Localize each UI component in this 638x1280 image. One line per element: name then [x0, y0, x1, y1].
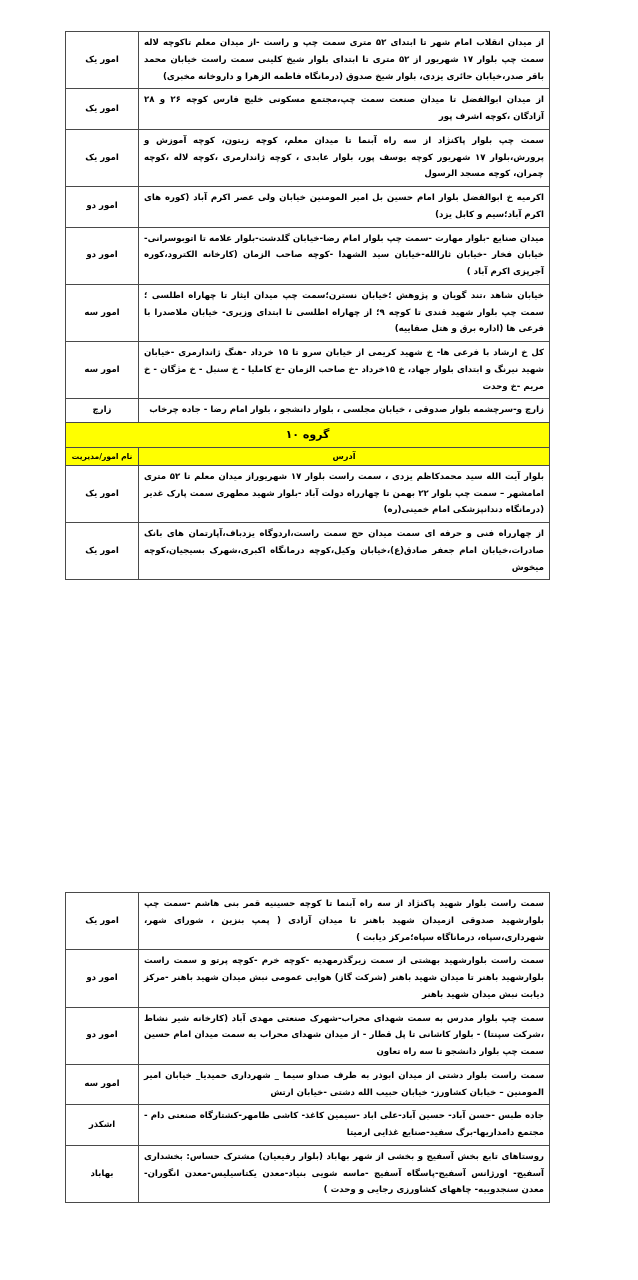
cell-address: سمت چپ بلوار پاکنژاد از سه راه آبنما تا میدان معلم، کوچه زیتون، کوچه آموزش و پرورش،بلوار ۱۷ شهریور کوچه یوسف پور، بلوار عابدی ، کوچه ژاندارمری ،کوچه لاله ،کوچه چمران، کوچه مسجد الرسول	[139, 129, 550, 186]
table-row	[66, 1064, 550, 1105]
table-row	[66, 342, 550, 399]
cell-unit-name: امور یک	[66, 89, 139, 130]
cell-address: زارچ و-سرچشمه بلوار صدوقی ، خیابان مجلسی ، بلوار دانشجو ، بلوار امام رضا - جاده چرخاب	[139, 399, 550, 423]
cell-address: اکرمیه خ ابوالفضل بلوار امام حسین بل امیر المومنین خیابان ولی عصر اکرم آباد (کوره های اکرم آباد؛سیم و کابل یزد)	[139, 187, 550, 228]
table-row	[66, 399, 550, 423]
cell-unit-name: امور سه	[66, 342, 139, 399]
address-table-lower	[65, 892, 550, 1203]
table-row	[66, 893, 550, 950]
cell-unit-name: امور یک	[66, 523, 139, 580]
table-row	[66, 187, 550, 228]
cell-address: میدان صنایع -بلوار مهارت -سمت چپ بلوار امام رضا-خیابان گلدشت-بلوار علامه تا اتوبوسرانی-خیابان فخار -خیابان ثارالله-خیابان سید الشهدا -کوچه صاحب الزمان (کارخانه الکترود،کوره آجرپزی اکرم آباد )	[139, 227, 550, 284]
cell-address: جاده طبس -حسن آباد- حسین آباد-علی اباد -سیمین کاغذ- کاشی طامهر-کشتارگاه صنعتی دام - مجتمع دامداریها-برگ سفید-صنایع غذایی ارمیتا	[139, 1105, 550, 1146]
cell-unit-name: امور یک	[66, 129, 139, 186]
column-header-row	[66, 448, 550, 466]
cell-address: روستاهای تابع بخش آسفیج و بخشی از شهر بهاباد (بلوار رفیعیان) مشترک حساس: بخشداری آسفیج- اورژانس آسفیج-پاسگاه آسفیج -ماسه شویی بنیاد-معدن یکتاسیلیس-معدن انگوران-معدن سنجدوییه- چاههای کشاورزی رجایی و وحدت )	[139, 1145, 550, 1202]
cell-address: کل خ ارشاد با فرعی ها- خ شهید کریمی از خیابان سرو تا ۱۵ خرداد -هنگ ژاندارمری -خیابان شهید نیرنگ و ابتدای بلوار جهاد، خ ۱۵خرداد -خ صاحب الزمان -خ کاملیا - خ سنبل - خ مژگان - خ مریم -خ وحدت	[139, 342, 550, 399]
cell-unit-name: امور دو	[66, 227, 139, 284]
table-row	[66, 523, 550, 580]
cell-address: سمت راست بلوار شهید پاکنژاد از سه راه آبنما تا کوچه حسینیه قمر بنی هاشم -سمت چپ بلوارشهید صدوقی ازمیدان شهید باهنر تا میدان آزادی ( پمپ بنزین ، شورای شهر، شهرداری،سپاه، درماناگاه سپاه؛مرکز دیابت )	[139, 893, 550, 950]
cell-unit-name: امور یک	[66, 893, 139, 950]
cell-unit-name: زارچ	[66, 399, 139, 423]
cell-address: بلوار آیت الله سید محمدکاظم یزدی ، سمت راست بلوار ۱۷ شهریوراز میدان معلم تا ۵۲ متری امامشهر – سمت چپ بلوار ۲۲ بهمن تا چهارراه دولت آباد -بلوار شهید مطهری سمت پارک غدیر (درمانگاه دندانپزشکی امام خمینی(ره)	[139, 465, 550, 522]
group-title: گروه ۱۰	[66, 423, 550, 448]
cell-address: خیابان شاهد ،تند گویان و پژوهش ؛خیابان نسترن؛سمت چپ میدان ایثار تا چهاراه اطلسی ؛سمت چپ بلوار شهید قندی تا کوچه ۹؛ از چهاراه اطلسی تا ابتدای وزیری- خیابان ملاصدرا با فرعی ها (اداره برق و هتل صفاییه)	[139, 284, 550, 341]
table-row	[66, 1105, 550, 1146]
table-row	[66, 32, 550, 89]
table-body-upper	[66, 32, 550, 580]
table-row	[66, 284, 550, 341]
table-row	[66, 465, 550, 522]
cell-unit-name: امور سه	[66, 284, 139, 341]
cell-address: از چهارراه فنی و حرفه ای سمت میدان حج سمت راست،اردوگاه یزدباف،آپارتمان های بانک صادرات،خیابان امام جعفر صادق(ع)،خیابان وکیل،کوچه درمانگاه اکبری،شهرک بسیجیان،کوچه میخوش	[139, 523, 550, 580]
table-row	[66, 89, 550, 130]
group-header-row	[66, 423, 550, 448]
table-body-lower	[66, 893, 550, 1203]
cell-unit-name: امور دو	[66, 1007, 139, 1064]
cell-unit-name: امور دو	[66, 950, 139, 1007]
cell-unit-name: امور دو	[66, 187, 139, 228]
column-header-address: آدرس	[139, 448, 550, 466]
cell-address: سمت چپ بلوار مدرس به سمت شهدای محراب-شهرک صنعتی مهدی آباد (کارخانه شیر نشاط ،شرکت سپنتا) - بلوار کاشانی تا پل قطار - از میدان شهدای محراب به سمت میدان امام حسین سمت چپ بلوار دانشجو تا سه راه تعاون	[139, 1007, 550, 1064]
cell-unit-name: بهاباد	[66, 1145, 139, 1202]
column-header-unit-name: نام امور/مدیریت	[66, 448, 139, 466]
table-row	[66, 129, 550, 186]
table-row	[66, 1145, 550, 1202]
cell-address: سمت راست بلوارشهید بهشتی از سمت زیرگذرمهدیه -کوچه خرم -کوچه پرتو و سمت راست بلوارشهید باهنر تا میدان شهید باهنر (شرکت گاز) هوایی عمومی نبش میدان شهید باهنر -مرکز دیابت نبش میدان شهید باهنر	[139, 950, 550, 1007]
address-table-upper	[65, 31, 550, 580]
cell-unit-name: امور سه	[66, 1064, 139, 1105]
table-row	[66, 227, 550, 284]
table-row	[66, 1007, 550, 1064]
cell-unit-name: اشکذر	[66, 1105, 139, 1146]
table-row	[66, 950, 550, 1007]
cell-unit-name: امور یک	[66, 465, 139, 522]
cell-address: از میدان ابوالفضل تا میدان صنعت سمت چپ،مجتمع مسکونی خلیج فارس کوچه ۲۶ و ۲۸ آزادگان ،کوچه اشرف پور	[139, 89, 550, 130]
cell-address: از میدان انقلاب امام شهر تا ابتدای ۵۲ متری سمت چپ و راست -از میدان معلم تاکوچه لاله سمت چپ بلوار ۱۷ شهریور از ۵۲ متری تا ابتدای بلوار شیخ کلینی سمت راست خیابان محمد باقر صدر،خیابان حائری یزدی، بلوار شیخ صدوق (درمانگاه فاطمه الزهرا و داروخانه مخبری)	[139, 32, 550, 89]
cell-unit-name: امور یک	[66, 32, 139, 89]
cell-address: سمت راست بلوار دشتی از میدان ابوذر به طرف صداو سیما _ شهرداری حمیدیا_ خیابان امیر المومنین – خیابان کشاورز- خیابان حبیب الله دشتی -خیابان ارتش	[139, 1064, 550, 1105]
